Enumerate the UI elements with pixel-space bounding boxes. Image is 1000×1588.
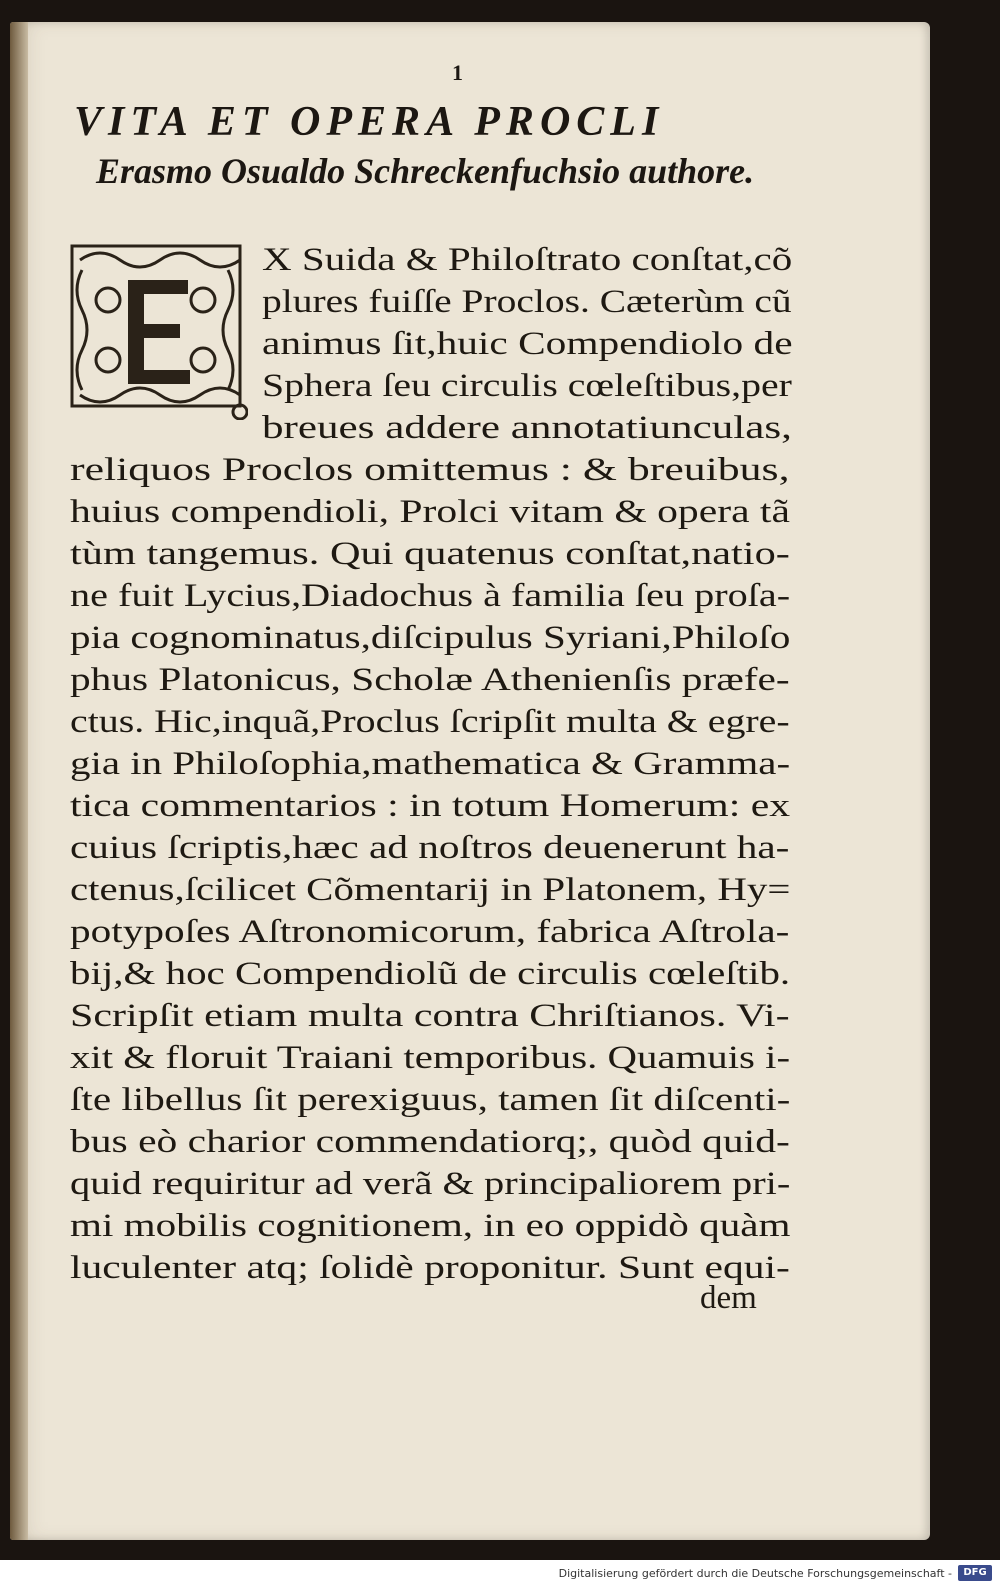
- catchword: dem: [700, 1280, 757, 1316]
- text-line: huius compendioli, Prolci vitam & opera tã: [70, 494, 790, 530]
- text-line: phus Platonicus, Scholæ Athenienſis præfe-: [70, 662, 790, 698]
- text-line: breues addere annotatiunculas,: [262, 410, 792, 446]
- text-line: animus ſit,huic Compendiolo de: [262, 326, 793, 362]
- text-line: X Suida & Philoſtrato conſtat,cõ: [262, 242, 793, 278]
- text-line: ctus. Hic,inquã,Proclus ſcripſit multa & egre-: [70, 704, 790, 740]
- text-line: mi mobilis cognitionem, in eo oppidò quàm: [70, 1208, 791, 1244]
- dfg-logo: DFG: [958, 1565, 992, 1581]
- decorated-initial-e: [68, 240, 248, 420]
- text-line: reliquos Proclos omittemus : & breuibus,: [70, 452, 790, 488]
- page-title: VITA ET OPERA PROCLI: [74, 99, 665, 145]
- text-line: Scripſit etiam multa contra Chriſtianos. Vi-: [70, 998, 790, 1034]
- text-line: gia in Philoſophia,mathematica & Gramma-: [70, 746, 791, 782]
- book-gutter: [10, 22, 28, 1540]
- text-line: bus eò charior commendatiorq;, quòd quid-: [70, 1124, 790, 1160]
- text-line: ctenus,ſcilicet Cõmentarij in Platonem, Hy=: [70, 872, 791, 908]
- footer-credit: Digitalisierung gefördert durch die Deutsche Forschungsgemeinschaft -: [558, 1567, 952, 1580]
- text-line: plures fuiſſe Proclos. Cæterùm cũ: [262, 284, 792, 320]
- page-subtitle: Erasmo Osualdo Schreckenfuchsio authore.: [96, 151, 755, 191]
- text-line: Sphera ſeu circulis cœleſtibus,per: [262, 368, 792, 404]
- text-line: pia cognominatus,diſcipulus Syriani,Philoſo: [70, 620, 791, 656]
- footer-bar: [0, 1560, 1000, 1588]
- text-line: tùm tangemus. Qui quatenus conſtat,natio-: [70, 536, 790, 572]
- text-line: xit & floruit Traiani temporibus. Quamuis i-: [70, 1040, 791, 1076]
- page-number: 1: [452, 60, 463, 85]
- text-line: potypoſes Aſtronomicorum, fabrica Aſtrola-: [70, 914, 790, 950]
- text-line: cuius ſcriptis,hæc ad noſtros deuenerunt ha-: [70, 830, 790, 866]
- text-line: tica commentarios : in totum Homerum: ex: [70, 788, 791, 824]
- text-line: luculenter atq; ſolidè proponitur. Sunt equi-: [70, 1250, 790, 1286]
- text-line: bij,& hoc Compendiolũ de circulis cœleſtib.: [70, 956, 791, 992]
- text-line: ne fuit Lycius,Diadochus à familia ſeu proſa-: [70, 578, 791, 614]
- text-line: ſte libellus ſit perexiguus, tamen ſit diſcenti-: [70, 1082, 791, 1118]
- text-line: quid requiritur ad verã & principaliorem pri-: [70, 1166, 791, 1202]
